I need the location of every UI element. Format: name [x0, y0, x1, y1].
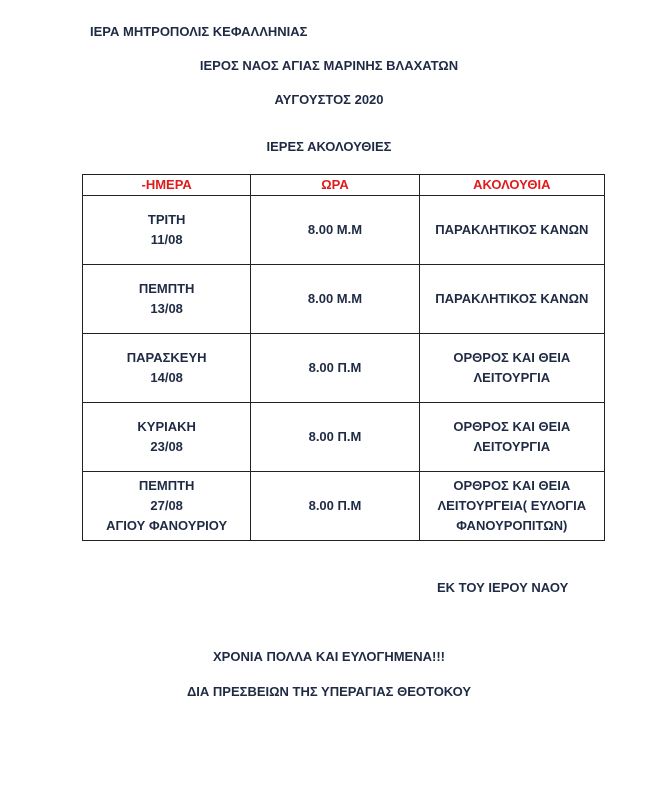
day-cell	[83, 334, 251, 403]
schedule-table	[82, 174, 605, 541]
table-row	[83, 265, 605, 334]
month-title: ΑΥΓΟΥΣΤΟΣ 2020	[274, 92, 384, 107]
day-date: 27/08	[150, 498, 183, 513]
table-row	[83, 334, 605, 403]
day-name: ΠΑΡΑΣΚΕΥΗ	[126, 350, 207, 365]
church-title: ΙΕΡΟΣ ΝΑΟΣ ΑΓΙΑΣ ΜΑΡΙΝΗΣ ΒΛΑΧΑΤΩΝ	[199, 58, 459, 73]
time-cell: 8.00 Π.Μ	[251, 472, 419, 541]
day-cell	[83, 403, 251, 472]
prayer-text: ΔΙΑ ΠΡΕΣΒΕΙΩΝ ΤΗΣ ΥΠΕΡΑΓΙΑΣ ΘΕΟΤΟΚΟΥ	[186, 684, 472, 699]
day-name: ΚΥΡΙΑΚΗ	[137, 419, 196, 434]
time-cell: 8.00 Μ.Μ	[251, 265, 419, 334]
day-date: 14/08	[150, 370, 183, 385]
metropolis-title: ΙΕΡΑ ΜΗΤΡΟΠΟΛΙΣ ΚΕΦΑΛΛΗΝΙΑΣ	[90, 24, 308, 39]
service-cell	[419, 265, 604, 334]
service-cell	[419, 403, 604, 472]
column-header-service: ΑΚΟΛΟΥΘΙΑ	[419, 175, 604, 196]
service-cell	[419, 196, 604, 265]
column-header-day: -ΗΜΕΡΑ	[83, 175, 251, 196]
time-cell: 8.00 Π.Μ	[251, 334, 419, 403]
service-cell	[419, 334, 604, 403]
service-line: ΠΑΡΑΚΛΗΤΙΚΟΣ ΚΑΝΩΝ	[435, 222, 589, 237]
table-header-row	[83, 175, 605, 196]
day-name: ΤΡΙΤΗ	[147, 212, 186, 227]
table-row	[83, 196, 605, 265]
time-cell: 8.00 Μ.Μ	[251, 196, 419, 265]
day-name: ΠΕΜΠΤΗ	[138, 281, 195, 296]
service-line: ΛΕΙΤΟΥΡΓΙΑ	[473, 439, 551, 454]
service-cell	[419, 472, 604, 541]
service-line: ΦΑΝΟΥΡΟΠΙΤΩΝ)	[456, 518, 568, 533]
day-name: ΠΕΜΠΤΗ	[138, 478, 195, 493]
day-cell	[83, 265, 251, 334]
service-line: ΛΕΙΤΟΥΡΓΙΑ	[473, 370, 551, 385]
services-title: ΙΕΡΕΣ ΑΚΟΛΟΥΘΙΕΣ	[266, 139, 392, 154]
day-date: 11/08	[150, 232, 183, 247]
table-row	[83, 403, 605, 472]
service-line: ΛΕΙΤΟΥΡΓΕΙΑ( ΕΥΛΟΓΙΑ	[437, 498, 587, 513]
service-line: ΟΡΘΡΟΣ ΚΑΙ ΘΕΙΑ	[453, 478, 571, 493]
from-church-signature: ΕΚ ΤΟΥ ΙΕΡΟΥ ΝΑΟΥ	[437, 580, 569, 595]
day-date: 13/08	[150, 301, 183, 316]
day-cell	[83, 196, 251, 265]
day-cell	[83, 472, 251, 541]
service-line: ΟΡΘΡΟΣ ΚΑΙ ΘΕΙΑ	[453, 419, 571, 434]
column-header-time: ΩΡΑ	[251, 175, 419, 196]
service-line: ΟΡΘΡΟΣ ΚΑΙ ΘΕΙΑ	[453, 350, 571, 365]
day-date: 23/08	[150, 439, 183, 454]
day-feast: ΑΓΙΟΥ ΦΑΝΟΥΡΙΟΥ	[106, 518, 228, 533]
time-cell: 8.00 Π.Μ	[251, 403, 419, 472]
table-row	[83, 472, 605, 541]
service-line: ΠΑΡΑΚΛΗΤΙΚΟΣ ΚΑΝΩΝ	[435, 291, 589, 306]
wishes-text: ΧΡΟΝΙΑ ΠΟΛΛΑ ΚΑΙ ΕΥΛΟΓΗΜΕΝΑ!!!	[212, 649, 445, 664]
